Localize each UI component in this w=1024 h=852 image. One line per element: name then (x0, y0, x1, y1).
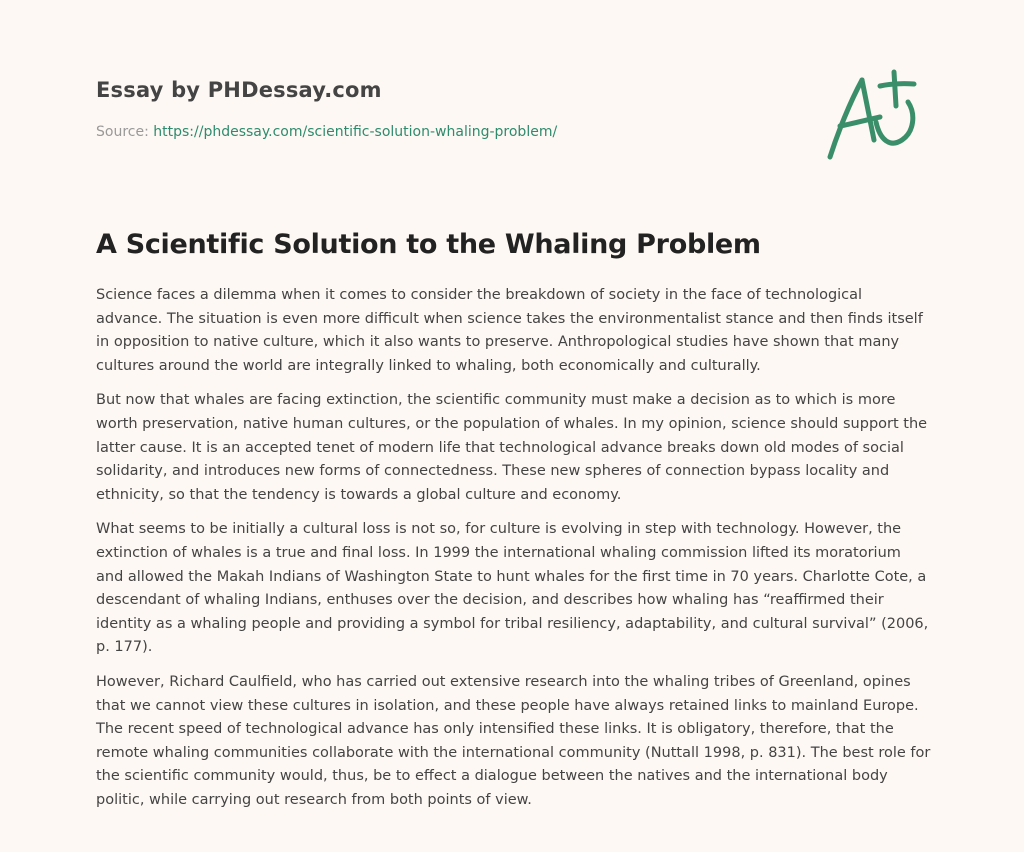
source-line (96, 122, 796, 142)
source-label: Source: (96, 124, 149, 140)
source-link[interactable]: https://phdessay.com/scientific-solution-whaling-problem/ (153, 124, 558, 140)
site-brand: Essay by PHDessay.com (96, 78, 382, 102)
a-plus-logo-icon (818, 62, 928, 168)
essay-paragraph: Science faces a dilemma when it comes to consider the breakdown of society in the face of technological advance. The situation is even more difficult when science takes the environmentalist stance and then finds itself in opposition to native culture, which it also wants to preserve. Anthropological studies have shown that many cultures around the world are integrally linked to whaling, both economically and culturally. (96, 287, 923, 374)
essay-paragraph: However, Richard Caulfield, who has carried out extensive research into the whaling tribes of Greenland, opines that we cannot view these cultures in isolation, and these people have always retained links to mainland Europe. The recent speed of technological advance has only intensified these links. It is obligatory, therefore, that the remote whaling communities collaborate with the international community (Nuttall 1998, p. 831). The best role for the scientific community would, thus, be to effect a dialogue between the natives and the international body politic, while carrying out research from both points of view. (96, 673, 931, 808)
page-header (96, 74, 796, 142)
essay-paragraph: But now that whales are facing extinction, the scientific community must make a decision as to which is more worth preservation, native human cultures, or the population of whales. In my opinion, science should support the latter cause. It is an accepted tenet of modern life that technological advance breaks down old modes of social solidarity, and introduces new forms of connectedness. These new spheres of connection bypass locality and ethnicity, so that the tendency is towards a global culture and economy. (96, 392, 928, 503)
essay-title: A Scientific Solution to the Whaling Problem (96, 229, 761, 260)
essay-body (96, 284, 932, 823)
essay-paragraph: What seems to be initially a cultural loss is not so, for culture is evolving in step with technology. However, the extinction of whales is a true and final loss. In 1999 the international whaling commission lifted its moratorium and allowed the Makah Indians of Washington State to hunt whales for the first time in 70 years. Charlotte Cote, a descendant of whaling Indians, enthuses over the decision, and describes how whaling has “reaffirmed their identity as a whaling people and providing a symbol for tribal resiliency, adaptability, and cultural survival” (2006, p. 177). (96, 521, 929, 656)
